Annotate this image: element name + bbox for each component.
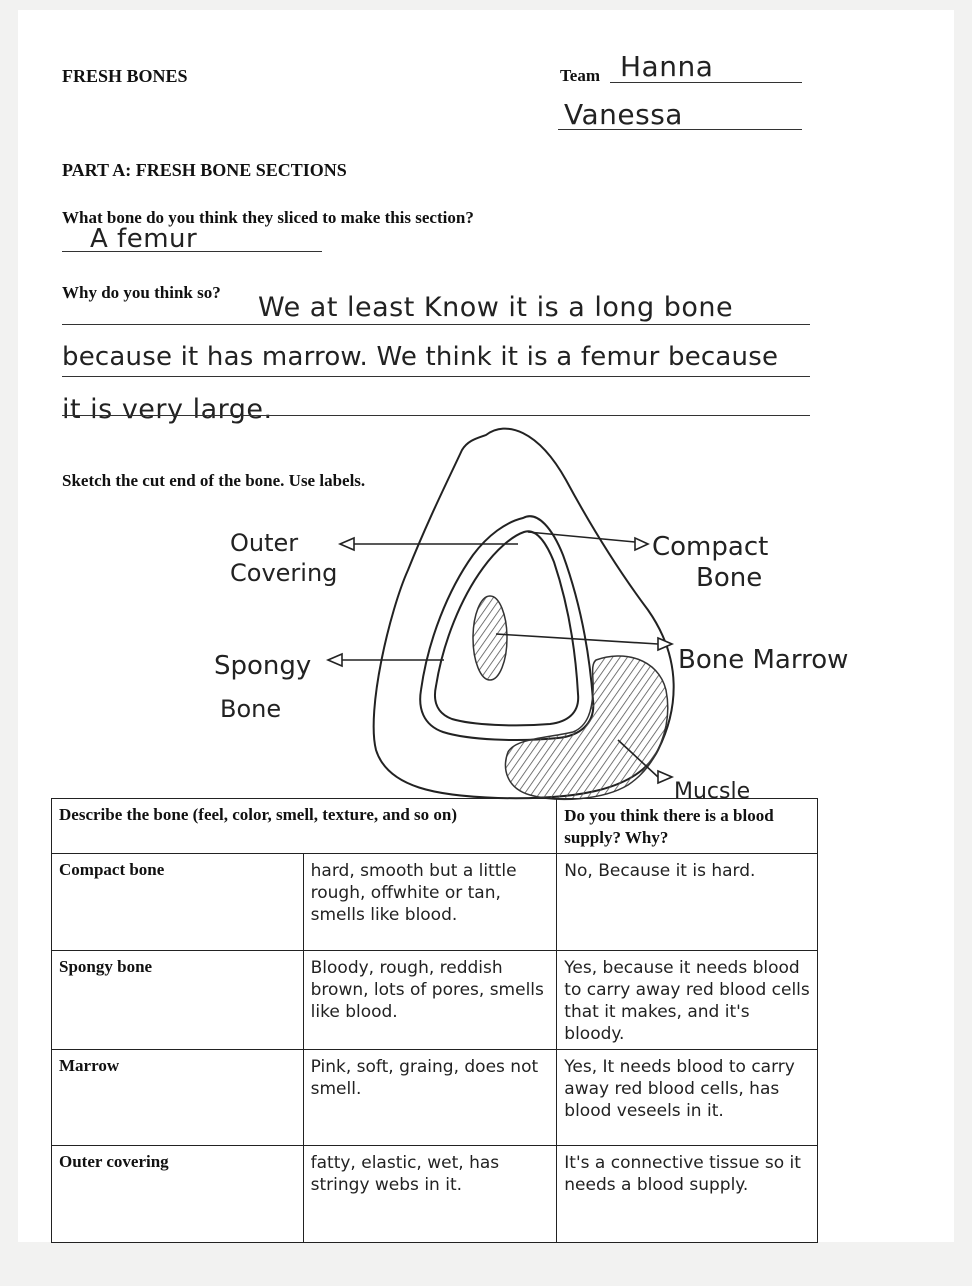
team-member-2: Vanessa <box>564 98 683 131</box>
row-name: Spongy bone <box>52 951 304 1050</box>
table-row <box>52 1146 818 1243</box>
row-description: fatty, elastic, wet, has stringy webs in it. <box>303 1146 557 1243</box>
label-spongy-bone-2: Bone <box>220 695 282 723</box>
row-name: Marrow <box>52 1050 304 1146</box>
row-description: Bloody, rough, reddish brown, lots of pores, smells like blood. <box>303 951 557 1050</box>
table-row <box>52 1050 818 1146</box>
row-description: Pink, soft, graing, does not smell. <box>303 1050 557 1146</box>
worksheet-title: FRESH BONES <box>62 66 188 86</box>
label-spongy-bone-1: Spongy <box>214 651 312 681</box>
question-1: What bone do you think they sliced to make this section? <box>62 208 474 227</box>
label-outer-covering-2: Covering <box>230 559 338 587</box>
row-description: hard, smooth but a little rough, offwhite or tan, smells like blood. <box>303 854 557 951</box>
team-label: Team <box>560 66 600 85</box>
answer-2-line-3: it is very large. <box>62 394 273 425</box>
row-blood-supply: Yes, It needs blood to carry away red blood cells, has blood veseels in it. <box>557 1050 818 1146</box>
label-bone-marrow: Bone Marrow <box>678 645 849 675</box>
team-member-1: Hanna <box>620 50 714 83</box>
label-outer-covering-1: Outer <box>230 529 299 557</box>
muscle-shape <box>506 656 668 799</box>
header-describe: Describe the bone (feel, color, smell, texture, and so on) <box>52 799 557 854</box>
bone-description-table <box>51 798 818 1243</box>
table-row <box>52 951 818 1050</box>
label-compact-bone-2: Bone <box>696 563 763 593</box>
label-muscle: Mucsle <box>674 779 751 804</box>
row-blood-supply: It's a connective tissue so it needs a blood supply. <box>557 1146 818 1243</box>
header-blood-supply: Do you think there is a blood supply? Why? <box>557 799 818 854</box>
row-name: Compact bone <box>52 854 304 951</box>
part-a-heading: PART A: FRESH BONE SECTIONS <box>62 160 347 180</box>
bone-sketch <box>18 10 954 820</box>
worksheet-page <box>18 10 954 1242</box>
answer-1: A femur <box>90 224 198 254</box>
answer-2-line-1: We at least Know it is a long bone <box>258 292 734 323</box>
question-2: Why do you think so? <box>62 283 221 302</box>
row-blood-supply: No, Because it is hard. <box>557 854 818 951</box>
table-row <box>52 854 818 951</box>
row-name: Outer covering <box>52 1146 304 1243</box>
table-header-row <box>52 799 818 854</box>
answer-2-line-2: because it has marrow. We think it is a femur because <box>62 342 779 372</box>
sketch-prompt: Sketch the cut end of the bone. Use labels. <box>62 471 366 490</box>
label-compact-bone-1: Compact <box>652 532 769 562</box>
row-blood-supply: Yes, because it needs blood to carry away red blood cells that it makes, and it's bloody. <box>557 951 818 1050</box>
bone-marrow-shape <box>473 596 507 680</box>
